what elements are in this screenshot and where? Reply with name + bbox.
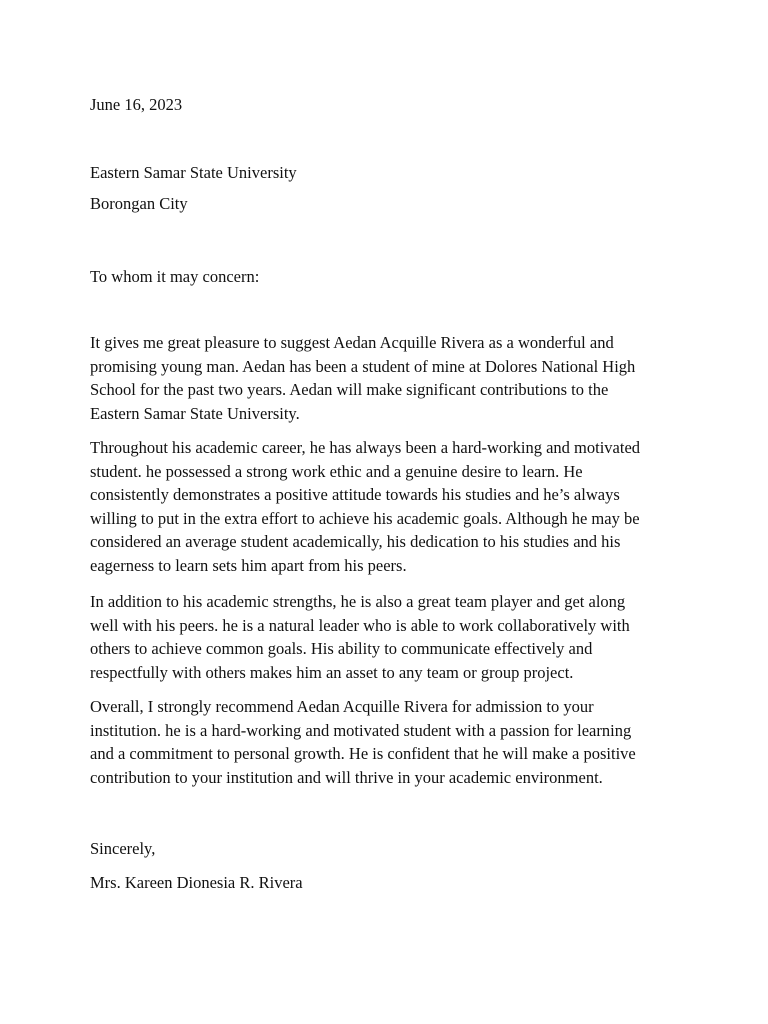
salutation: To whom it may concern:: [90, 267, 260, 286]
paragraph-line: eagerness to learn sets him apart from his peers.: [90, 555, 407, 575]
paragraph-line: contribution to your institution and will thrive in your academic environment.: [90, 767, 603, 787]
letter-date: June 16, 2023: [90, 95, 183, 114]
recipient-name: Eastern Samar State University: [90, 163, 297, 182]
paragraph-line: Eastern Samar State University.: [90, 403, 300, 423]
paragraph-line: In addition to his academic strengths, he is also a great team player and get along: [90, 592, 626, 611]
body-paragraph-4: [90, 695, 700, 789]
body-paragraph-2: [90, 436, 700, 578]
paragraph-line: student. he possessed a strong work ethic and a genuine desire to learn. He: [90, 461, 583, 481]
paragraph-line: School for the past two years. Aedan will make significant contributions to the: [90, 380, 609, 400]
paragraph-line: Throughout his academic career, he has always been a hard-working and motivated: [90, 438, 641, 457]
paragraph-line: others to achieve common goals. His ability to communicate effectively and: [90, 639, 593, 659]
closing: Sincerely,: [90, 839, 156, 858]
paragraph-line: promising young man. Aedan has been a student of mine at Dolores National High: [90, 356, 636, 376]
paragraph-line: respectfully with others makes him an asset to any team or group project.: [90, 662, 574, 682]
paragraph-line: consistently demonstrates a positive attitude towards his studies and he’s always: [90, 485, 620, 505]
paragraph-line: Overall, I strongly recommend Aedan Acquille Rivera for admission to your: [90, 697, 594, 716]
paragraph-line: It gives me great pleasure to suggest Aedan Acquille Rivera as a wonderful and: [90, 333, 614, 352]
body-paragraph-3: [90, 590, 700, 684]
paragraph-line: willing to put in the extra effort to achieve his academic goals. Although he may be: [90, 508, 640, 528]
signatory-name: Mrs. Kareen Dionesia R. Rivera: [90, 873, 303, 892]
paragraph-line: institution. he is a hard-working and motivated student with a passion for learning: [90, 720, 632, 740]
paragraph-line: considered an average student academically, his dedication to his studies and his: [90, 532, 621, 552]
paragraph-line: well with his peers. he is a natural leader who is able to work collaboratively with: [90, 615, 630, 635]
paragraph-line: and a commitment to personal growth. He is confident that he will make a positive: [90, 744, 636, 764]
recipient-city: Borongan City: [90, 194, 188, 213]
body-paragraph-1: [90, 331, 700, 425]
